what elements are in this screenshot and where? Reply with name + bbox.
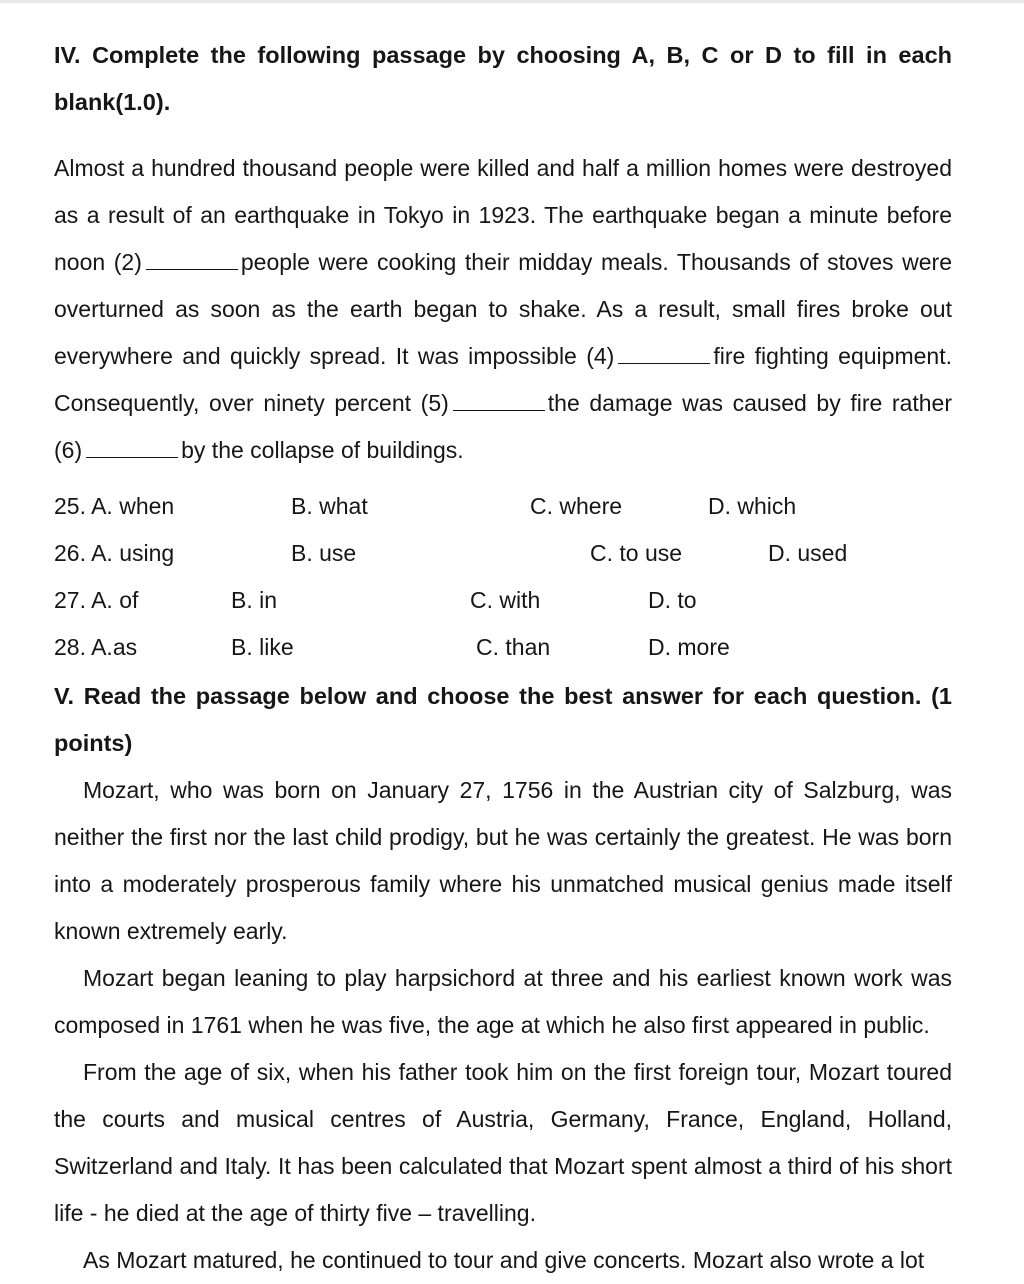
option-b: B. use: [291, 540, 357, 566]
section-iv-title: IV. Complete the following passage by choosing A, B, C or D to fill in each blank(1.0).: [54, 42, 952, 115]
option-c: C. to use: [590, 540, 683, 566]
passage-text-1: Almost a hundred thousand people were killed and half a million homes were destroyed as a result of an earthquake in Tokyo in 1923. The earthquake began a minute before noon (2): [54, 155, 952, 275]
passage-text-2: people were cooking their midday meals. Thousands of stoves were overturned as soon as the earth began to shake. As a result, small fires broke out everywhere and quickly spread. It was impossible (4): [54, 249, 952, 369]
option-c: C. than: [476, 634, 551, 660]
option-b: B. like: [231, 634, 294, 660]
question-28: [54, 624, 952, 671]
blank-4: [618, 345, 710, 364]
question-26: [54, 530, 952, 577]
option-b: B. in: [231, 587, 278, 613]
passage-text-3: fire fighting equipment. Consequently, over ninety percent (5): [54, 343, 952, 416]
blank-6: [86, 439, 178, 458]
mozart-paragraph-4: As Mozart matured, he continued to tour and give concerts. Mozart also wrote a lot: [83, 1247, 925, 1273]
question-27: [54, 577, 952, 624]
section-v: [54, 673, 952, 1284]
option-d: D. more: [648, 634, 730, 660]
blank-2: [146, 251, 238, 270]
question-25: [54, 483, 952, 530]
passage-text-4: the damage was caused by fire rather (6): [54, 390, 953, 463]
option-d: D. to: [648, 587, 697, 613]
option-a: 25. A. when: [54, 493, 175, 519]
mozart-paragraph-2: Mozart began leaning to play harpsichord at three and his earliest known work was composed in 1761 when he was five, the age at which he also first appeared in public.: [54, 965, 952, 1038]
option-c: C. with: [470, 587, 541, 613]
mozart-paragraph-1: Mozart, who was born on January 27, 1756 in the Austrian city of Salzburg, was neither the first nor the last child prodigy, but he was certainly the greatest. He was born into a moderately prosperous family where his unmatched musical genius made itself known extremely early.: [54, 777, 952, 944]
page-top-edge: [0, 0, 1024, 3]
passage-text-5: by the collapse of buildings.: [181, 437, 464, 463]
section-v-title: V. Read the passage below and choose the best answer for each question. (1 points): [54, 683, 952, 756]
question-list: [54, 483, 952, 671]
option-d: D. used: [768, 540, 848, 566]
option-d: D. which: [708, 493, 797, 519]
option-a: 27. A. of: [54, 587, 139, 613]
worksheet-page: [54, 32, 952, 1284]
option-b: B. what: [291, 493, 368, 519]
section-iv-passage: [54, 145, 952, 474]
mozart-paragraph-3: From the age of six, when his father took him on the first foreign tour, Mozart toured the courts and musical centres of Austria, Germany, France, England, Holland, Switzerland and Italy. It has been calculated that Mozart spent almost a third of his short life - he died at the age of thirty five – travelling.: [54, 1059, 952, 1226]
option-a: 26. A. using: [54, 540, 175, 566]
option-a: 28. A.as: [54, 634, 138, 660]
blank-5: [453, 392, 545, 411]
option-c: C. where: [530, 493, 623, 519]
